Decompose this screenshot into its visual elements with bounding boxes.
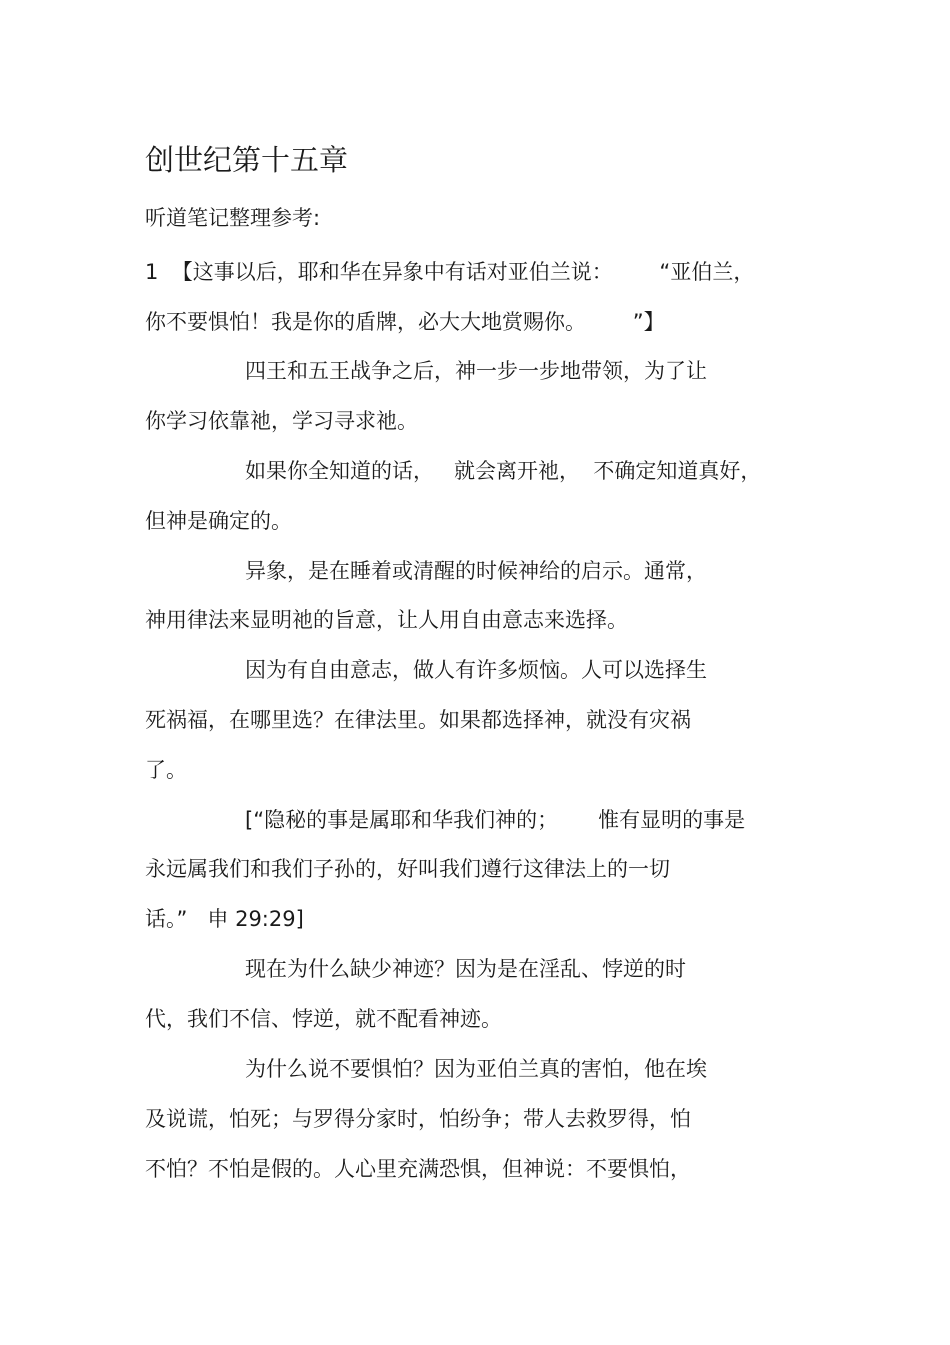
text-line: 因为有自由意志，做人有许多烦恼。人可以选择生 <box>245 658 707 682</box>
text-line: 及说谎，怕死；与罗得分家时，怕纷争；带人去救罗得，怕 <box>145 1107 691 1131</box>
page-title: 创世纪第十五章 <box>145 143 349 177</box>
text-line: 四王和五王战争之后，神一步一步地带领，为了让 <box>245 359 707 383</box>
text-line: 现在为什么缺少神迹？因为是在淫乱、悖逆的时 <box>245 957 686 981</box>
text-line: 但神是确定的。 <box>145 509 292 533</box>
text-line: 不怕？不怕是假的。人心里充满恐惧，但神说：不要惧怕， <box>145 1157 691 1181</box>
text-line: 如果你全知道的话， 就会离开祂， 不确定知道真好， <box>245 459 762 483</box>
subtitle-line: 听道笔记整理参考: <box>145 206 321 230</box>
text-line: 话。” 申 29:29] <box>145 907 304 931</box>
text-line: 永远属我们和我们子孙的，好叫我们遵行这律法上的一切 <box>145 857 670 881</box>
text-line: 你学习依靠祂，学习寻求祂。 <box>145 409 418 433</box>
text-line: 你不要惧怕！我是你的盾牌，必大大地赏赐你。 ”】 <box>145 310 665 334</box>
text-line: 了。 <box>145 758 187 782</box>
text-line: 1 【这事以后，耶和华在异象中有话对亚伯兰说： “亚伯兰， <box>145 260 755 284</box>
text-line: 异象，是在睡着或清醒的时候神给的启示。通常， <box>245 559 707 583</box>
text-line: [“隐秘的事是属耶和华我们神的； 惟有显明的事是 <box>245 808 746 832</box>
text-line: 死祸福，在哪里选？在律法里。如果都选择神，就没有灾祸 <box>145 708 691 732</box>
text-line: 为什么说不要惧怕？因为亚伯兰真的害怕，他在埃 <box>245 1057 707 1081</box>
text-line: 代，我们不信、悖逆，就不配看神迹。 <box>145 1007 502 1031</box>
text-line: 神用律法来显明祂的旨意，让人用自由意志来选择。 <box>145 608 628 632</box>
